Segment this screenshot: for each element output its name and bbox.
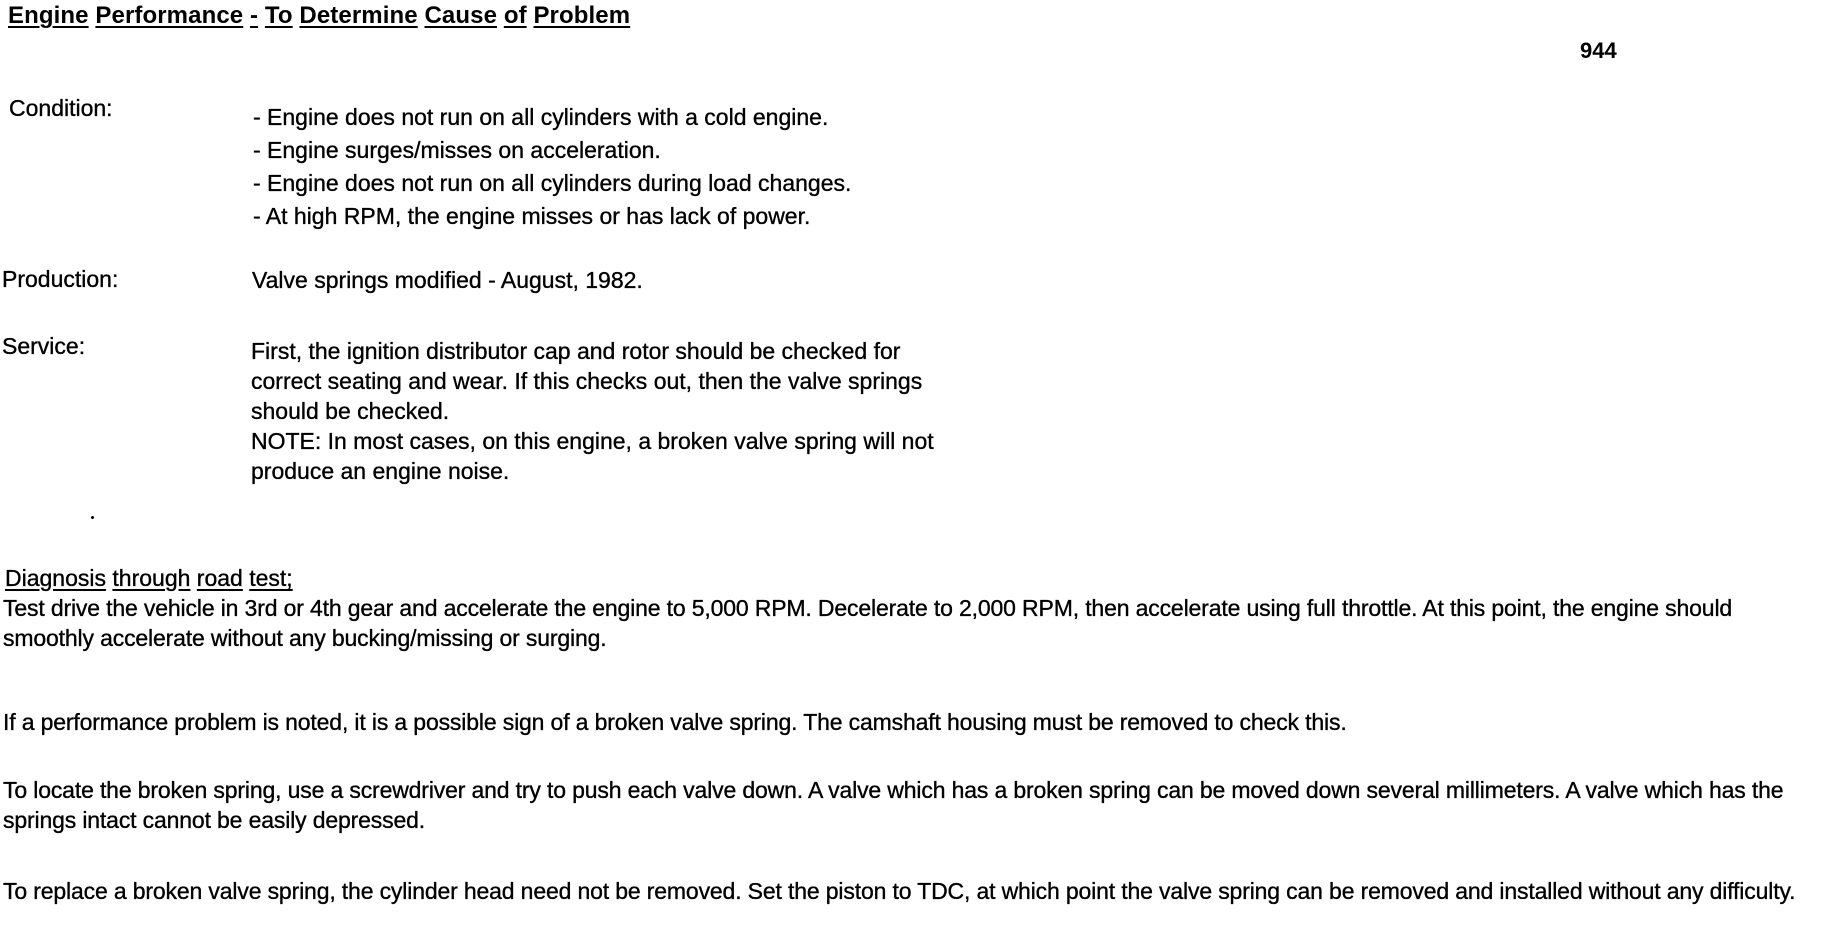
document-title: [8, 2, 630, 30]
heading-word: through: [112, 565, 191, 591]
title-word: Problem: [533, 2, 631, 29]
stray-mark: [91, 516, 94, 519]
title-word: Engine: [8, 2, 89, 29]
diagnosis-paragraph: To locate the broken spring, use a screwdriver and try to push each valve down. A valve which has a broken spring can be moved down several millimeters. A valve which has the springs intact cannot be easily depressed.: [3, 777, 1784, 833]
service-line: produce an engine noise.: [251, 458, 510, 484]
diagnosis-paragraph: If a performance problem is noted, it is a possible sign of a broken valve spring. The camshaft housing must be removed to check this.: [3, 709, 1347, 735]
title-word: Determine: [299, 2, 418, 29]
condition-list: [253, 101, 851, 233]
condition-label: Condition:: [9, 95, 113, 121]
heading-word: test;: [249, 565, 293, 591]
service-line: NOTE: In most cases, on this engine, a broken valve spring will not: [251, 428, 934, 454]
heading-word: road: [196, 565, 243, 591]
condition-item: - Engine surges/misses on acceleration.: [253, 137, 661, 163]
condition-item: - At high RPM, the engine misses or has lack of power.: [253, 203, 811, 229]
condition-item: - Engine does not run on all cylinders with a cold engine.: [253, 104, 829, 130]
production-label: Production:: [2, 266, 119, 292]
diagnosis-paragraph: To replace a broken valve spring, the cylinder head need not be removed. Set the piston to TDC, at which point the valve spring can be removed and installed without any difficulty.: [3, 878, 1796, 904]
title-word: -: [250, 2, 259, 29]
title-word: Cause: [424, 2, 498, 29]
production-value: Valve springs modified - August, 1982.: [252, 267, 643, 293]
title-word: To: [264, 2, 293, 29]
production-text: [252, 264, 643, 297]
title-word: of: [503, 2, 527, 29]
service-line: First, the ignition distributor cap and rotor should be checked for: [251, 338, 901, 364]
diagnosis-heading: [5, 565, 293, 592]
model-number: 944: [1580, 38, 1617, 63]
service-label: Service:: [2, 333, 86, 359]
service-line: correct seating and wear. If this checks out, then the valve springs: [251, 368, 923, 394]
diagnosis-paragraph: Test drive the vehicle in 3rd or 4th gear and accelerate the engine to 5,000 RPM. Decelerate to 2,000 RPM, then accelerate using full throttle. At this point, the engine should smoothly accelerate without any bucking/missing or surging.: [3, 595, 1733, 651]
service-text: [251, 336, 934, 486]
service-line: should be checked.: [251, 398, 450, 424]
title-word: Performance: [95, 2, 244, 29]
condition-item: - Engine does not run on all cylinders during load changes.: [253, 170, 852, 196]
heading-word: Diagnosis: [5, 565, 106, 591]
